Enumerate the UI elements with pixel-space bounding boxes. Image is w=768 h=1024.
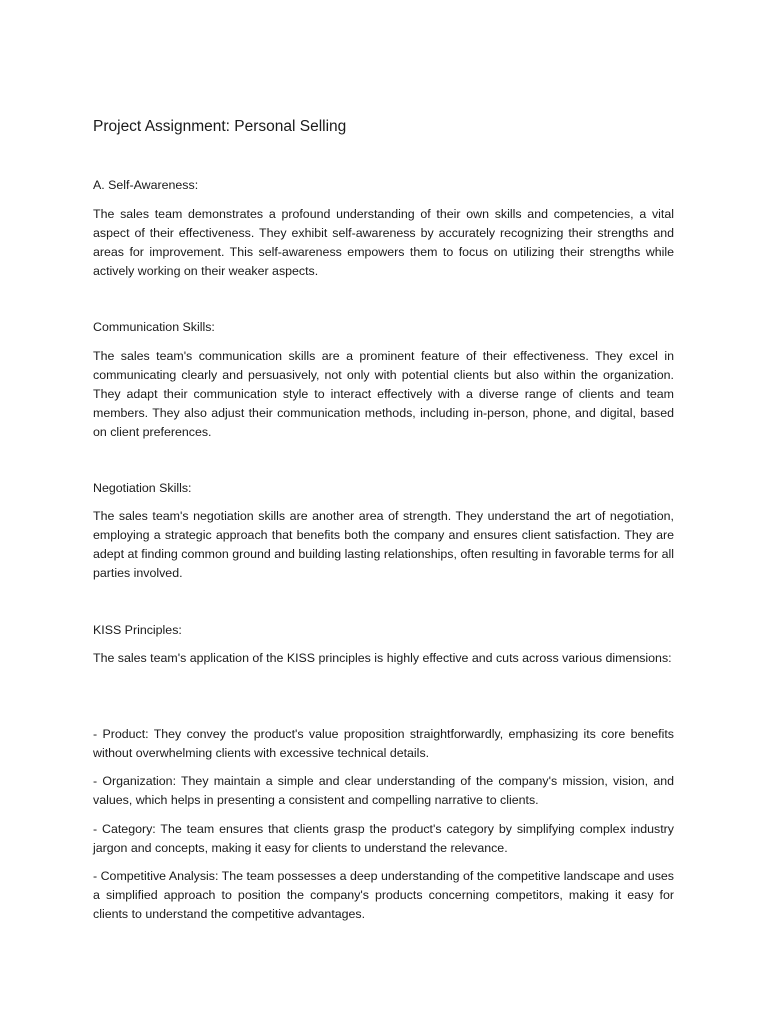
section-heading-kiss-principles: KISS Principles:: [93, 623, 182, 637]
section-body-self-awareness: The sales team demonstrates a profound understanding of their own skills and competencies, a vital aspect of their effectiveness. They exhibit self-awareness by accurately recognizing their strengths and areas for improvement. This self-awareness empowers them to focus on utilizing their strengths while actively working on their weaker aspects.: [93, 207, 674, 278]
section-body-kiss-principles: The sales team's application of the KISS principles is highly effective and cuts across various dimensions:: [93, 651, 672, 665]
kiss-item-competitive-analysis: - Competitive Analysis: The team possesses a deep understanding of the competitive landscape and uses a simplified approach to position the company's products concerning competitors, making it easy for clients to understand the competitive advantages.: [93, 869, 674, 921]
section-heading-negotiation-skills: Negotiation Skills:: [93, 481, 192, 495]
kiss-item-category: - Category: The team ensures that clients grasp the product's category by simplifying complex industry jargon and concepts, making it easy for clients to understand the relevance.: [93, 822, 674, 855]
kiss-item-organization: - Organization: They maintain a simple and clear understanding of the company's mission, vision, and values, which helps in presenting a consistent and compelling narrative to clients.: [93, 774, 674, 807]
document-title: Project Assignment: Personal Selling: [93, 118, 347, 135]
section-body-communication-skills: The sales team's communication skills are a prominent feature of their effectiveness. They excel in communicating clearly and persuasively, not only with potential clients but also within the organization. They adapt their communication style to interact effectively with a diverse range of clients and team members. They also adjust their communication methods, including in-person, phone, and digital, based on client preferences.: [93, 349, 674, 439]
kiss-item-product: - Product: They convey the product's value proposition straightforwardly, emphasizing its core benefits without overwhelming clients with excessive technical details.: [93, 727, 674, 760]
section-body-negotiation-skills: The sales team's negotiation skills are another area of strength. They understand the art of negotiation, employing a strategic approach that benefits both the company and ensures client satisfaction. They are adept at finding common ground and building lasting relationships, often resulting in favorable terms for all parties involved.: [93, 509, 674, 580]
section-heading-communication-skills: Communication Skills:: [93, 320, 215, 334]
section-heading-self-awareness: A. Self-Awareness:: [93, 178, 199, 192]
